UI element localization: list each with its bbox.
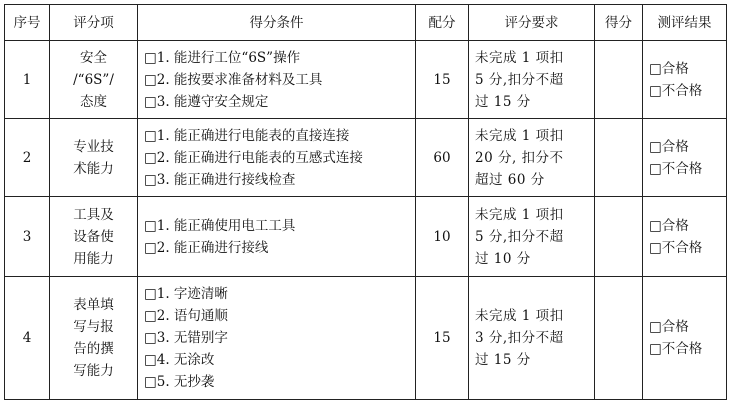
- points-cell: 10: [416, 197, 469, 277]
- result-pass-checkbox[interactable]: □合格: [649, 217, 689, 234]
- requirement-cell: [469, 277, 595, 400]
- row-number: 4: [5, 277, 50, 400]
- header-requirement: 评分要求: [469, 5, 595, 41]
- requirement-line: 5 分,扣分不超: [475, 228, 564, 245]
- scoring-item-line: 专业技: [73, 138, 114, 155]
- row-number: 1: [5, 41, 50, 119]
- row-number: 3: [5, 197, 50, 277]
- requirement-cell: [469, 119, 595, 197]
- result-pass-checkbox[interactable]: □合格: [649, 319, 689, 335]
- requirement-line: 未完成 1 项扣: [475, 127, 564, 144]
- requirement-line: 未完成 1 项扣: [475, 308, 564, 324]
- criteria-cell: [138, 41, 416, 119]
- criteria-checkbox-item[interactable]: □3. 无错别字: [144, 330, 228, 346]
- scoring-item-line: 写与报: [73, 319, 114, 335]
- criteria-cell: [138, 119, 416, 197]
- header-score: 得分: [595, 5, 643, 41]
- scoring-item-line: 工具及: [73, 206, 114, 223]
- row-number: 2: [5, 119, 50, 197]
- requirement-line: 过 15 分: [475, 93, 531, 110]
- criteria-checkbox-item[interactable]: □1. 能正确使用电工工具: [144, 217, 296, 234]
- scoring-item-line: 写能力: [73, 363, 114, 379]
- result-cell: [643, 119, 727, 197]
- criteria-checkbox-item[interactable]: □5. 无抄袭: [144, 374, 215, 390]
- header-points: 配分: [416, 5, 469, 41]
- header-no: 序号: [5, 5, 50, 41]
- result-pass-checkbox[interactable]: □合格: [649, 60, 689, 77]
- requirement-cell: [469, 197, 595, 277]
- score-cell[interactable]: [595, 277, 643, 400]
- criteria-checkbox-item[interactable]: □3. 能遵守安全规定: [144, 93, 269, 110]
- score-cell[interactable]: [595, 197, 643, 277]
- requirement-line: 超过 60 分: [475, 171, 545, 188]
- points-cell: 15: [416, 277, 469, 400]
- criteria-checkbox-item[interactable]: □1. 字迹清晰: [144, 286, 228, 302]
- result-fail-checkbox[interactable]: □不合格: [649, 82, 703, 99]
- scoring-item-line: 术能力: [73, 160, 114, 177]
- criteria-checkbox-item[interactable]: □3. 能正确进行接线检查: [144, 171, 296, 188]
- requirement-cell: [469, 41, 595, 119]
- points-cell: 15: [416, 41, 469, 119]
- table-row: [5, 197, 727, 277]
- requirement-line: 3 分,扣分不超: [475, 330, 564, 346]
- criteria-checkbox-item[interactable]: □1. 能进行工位“6S”操作: [144, 49, 301, 66]
- requirement-line: 未完成 1 项扣: [475, 206, 564, 223]
- header-criteria: 得分条件: [138, 5, 416, 41]
- table-row: [5, 119, 727, 197]
- requirement-line: 过 15 分: [475, 352, 531, 368]
- scoring-item-cell: [50, 41, 138, 119]
- result-fail-checkbox[interactable]: □不合格: [649, 239, 703, 256]
- criteria-cell: [138, 197, 416, 277]
- header-result: 测评结果: [643, 5, 727, 41]
- scoring-item-line: 告的撰: [73, 341, 114, 357]
- scoring-table: [4, 4, 727, 400]
- requirement-line: 未完成 1 项扣: [475, 49, 564, 66]
- table-row: [5, 41, 727, 119]
- criteria-checkbox-item[interactable]: □2. 语句通顺: [144, 308, 228, 324]
- scoring-item-line: 安全: [80, 49, 107, 66]
- requirement-line: 20 分, 扣分不: [475, 149, 564, 166]
- requirement-line: 过 10 分: [475, 250, 531, 267]
- scoring-item-cell: [50, 197, 138, 277]
- header-row: [5, 5, 727, 41]
- criteria-checkbox-item[interactable]: □2. 能正确进行电能表的互感式连接: [144, 149, 363, 166]
- result-cell: [643, 41, 727, 119]
- score-cell[interactable]: [595, 41, 643, 119]
- scoring-item-line: 表单填: [73, 297, 114, 313]
- scoring-item-cell: [50, 119, 138, 197]
- result-cell: [643, 277, 727, 400]
- result-fail-checkbox[interactable]: □不合格: [649, 160, 703, 177]
- scoring-item-line: 用能力: [73, 250, 114, 267]
- criteria-checkbox-item[interactable]: □2. 能按要求准备材料及工具: [144, 71, 323, 88]
- scoring-item-line: /“6S”/: [73, 71, 114, 88]
- scoring-table-container: [4, 4, 727, 400]
- criteria-checkbox-item[interactable]: □1. 能正确进行电能表的直接连接: [144, 127, 350, 144]
- criteria-cell: [138, 277, 416, 400]
- criteria-checkbox-item[interactable]: □2. 能正确进行接线: [144, 239, 269, 256]
- table-row: [5, 277, 727, 400]
- score-cell[interactable]: [595, 119, 643, 197]
- criteria-checkbox-item[interactable]: □4. 无涂改: [144, 352, 215, 368]
- result-fail-checkbox[interactable]: □不合格: [649, 341, 703, 357]
- scoring-item-cell: [50, 277, 138, 400]
- result-cell: [643, 197, 727, 277]
- scoring-item-line: 设备使: [73, 228, 114, 245]
- result-pass-checkbox[interactable]: □合格: [649, 138, 689, 155]
- points-cell: 60: [416, 119, 469, 197]
- scoring-item-line: 态度: [80, 93, 107, 110]
- requirement-line: 5 分,扣分不超: [475, 71, 564, 88]
- header-item: 评分项: [50, 5, 138, 41]
